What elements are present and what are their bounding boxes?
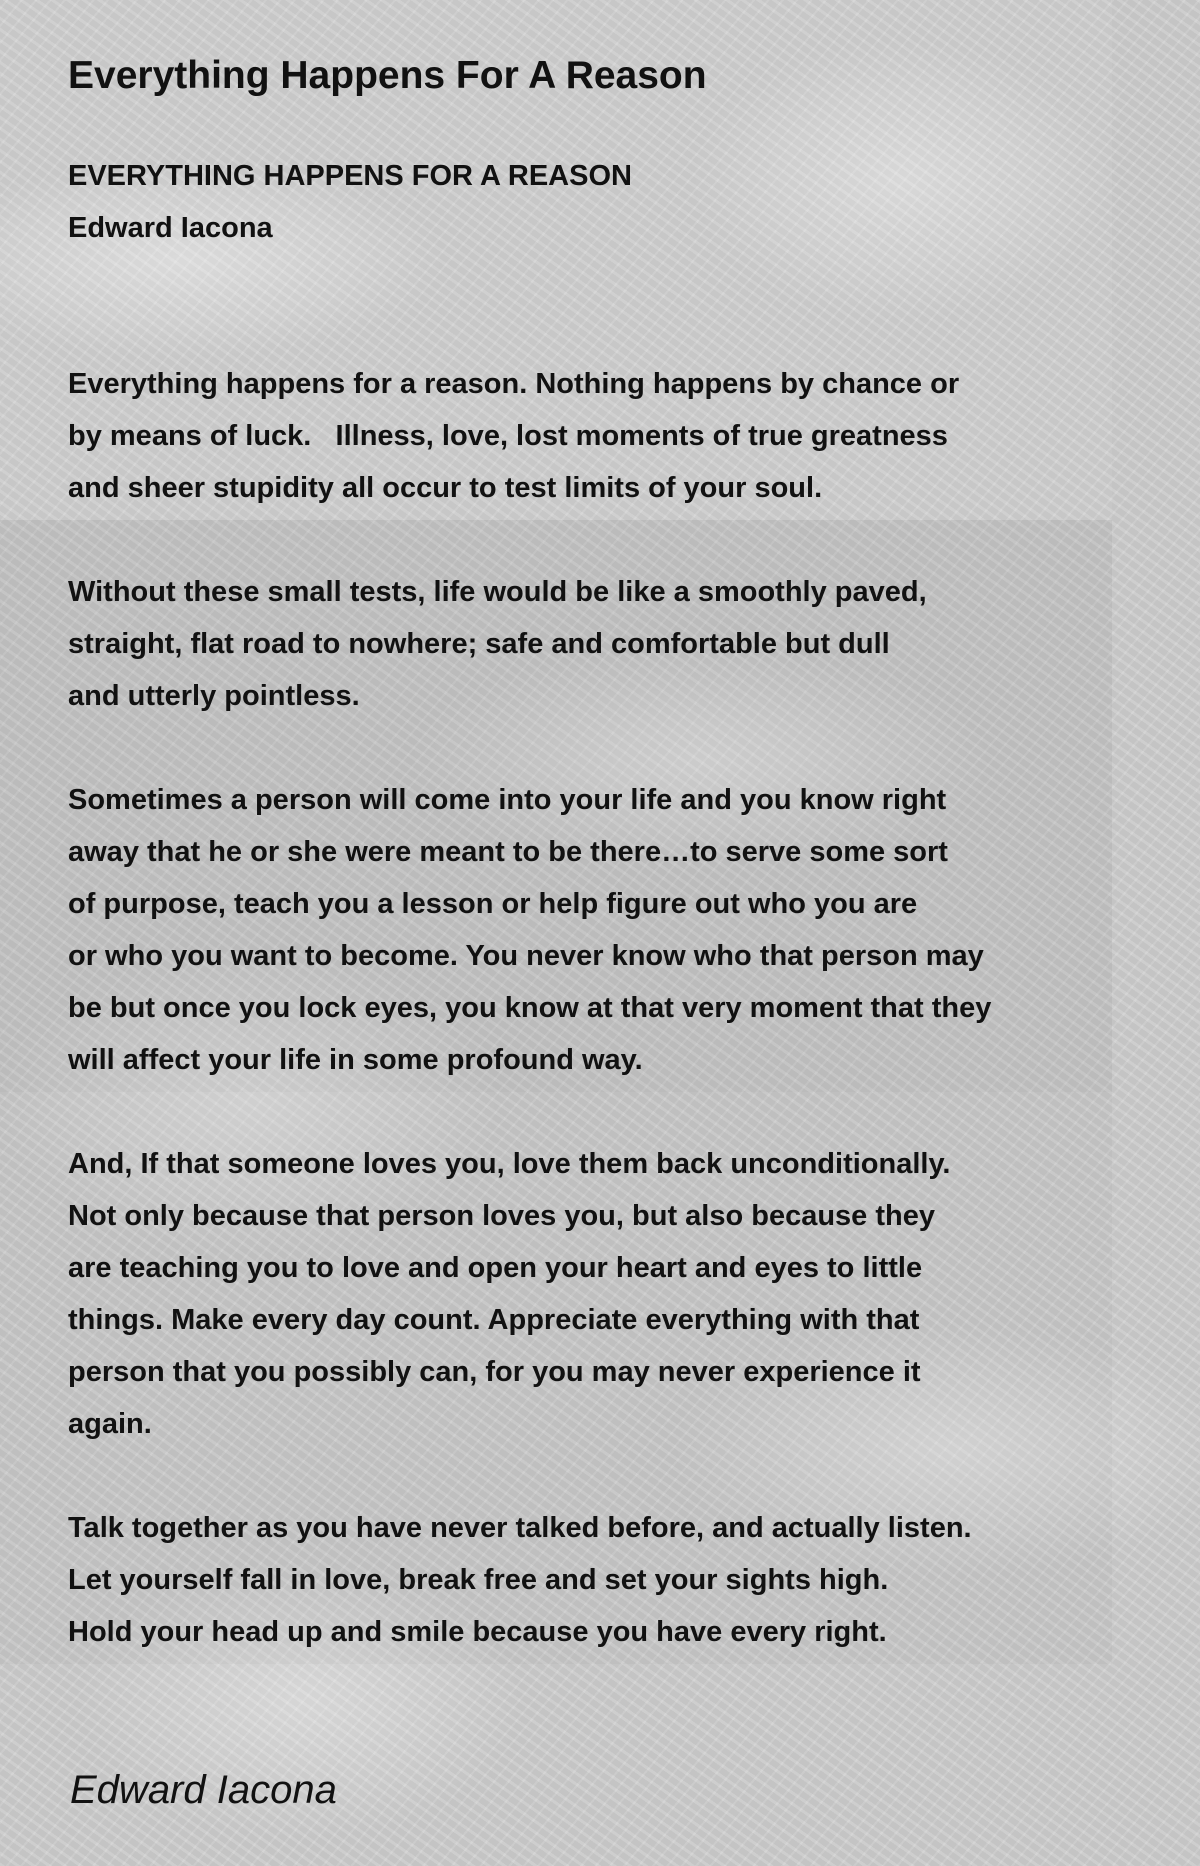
poem-line: Let yourself fall in love, break free and set your sights high. [68, 1564, 889, 1596]
poem-line: are teaching you to love and open your heart and eyes to little [68, 1252, 923, 1284]
poem-line: Talk together as you have never talked before, and actually listen. [68, 1512, 972, 1544]
poem-line: Not only because that person loves you, but also because they [68, 1200, 935, 1232]
poem-line: and utterly pointless. [68, 680, 360, 712]
poem-line: by means of luck. Illness, love, lost moments of true greatness [68, 420, 948, 452]
poem-heading: EVERYTHING HAPPENS FOR A REASON [68, 160, 632, 192]
poem-line: Sometimes a person will come into your life and you know right [68, 784, 947, 816]
page-title: Everything Happens For A Reason [68, 54, 707, 97]
stanza-4 [68, 1138, 951, 1450]
poem-line: again. [68, 1408, 152, 1440]
poem-line: away that he or she were meant to be there…to serve some sort [68, 836, 948, 868]
poem-line: of purpose, teach you a lesson or help figure out who you are [68, 888, 918, 920]
stanza-5 [68, 1502, 972, 1658]
poem-line: things. Make every day count. Appreciate everything with that [68, 1304, 920, 1336]
poem-line: will affect your life in some profound way. [68, 1044, 643, 1076]
author-signature: Edward Iacona [70, 1768, 337, 1812]
poem-line: be but once you lock eyes, you know at that very moment that they [68, 992, 992, 1024]
poem-line: or who you want to become. You never know who that person may [68, 940, 984, 972]
poem-line: Without these small tests, life would be like a smoothly paved, [68, 576, 927, 608]
poem-byline: Edward Iacona [68, 212, 273, 244]
poem-line: Hold your head up and smile because you have every right. [68, 1616, 887, 1648]
stanza-3 [68, 774, 991, 1086]
poem-line: Everything happens for a reason. Nothing happens by chance or [68, 368, 960, 400]
poem-line: And, If that someone loves you, love them back unconditionally. [68, 1148, 951, 1180]
poem-line: and sheer stupidity all occur to test limits of your soul. [68, 472, 823, 504]
poem-line: person that you possibly can, for you may never experience it [68, 1356, 921, 1388]
stanza-1 [68, 358, 959, 514]
stanza-2 [68, 566, 927, 722]
poem-line: straight, flat road to nowhere; safe and comfortable but dull [68, 628, 890, 660]
